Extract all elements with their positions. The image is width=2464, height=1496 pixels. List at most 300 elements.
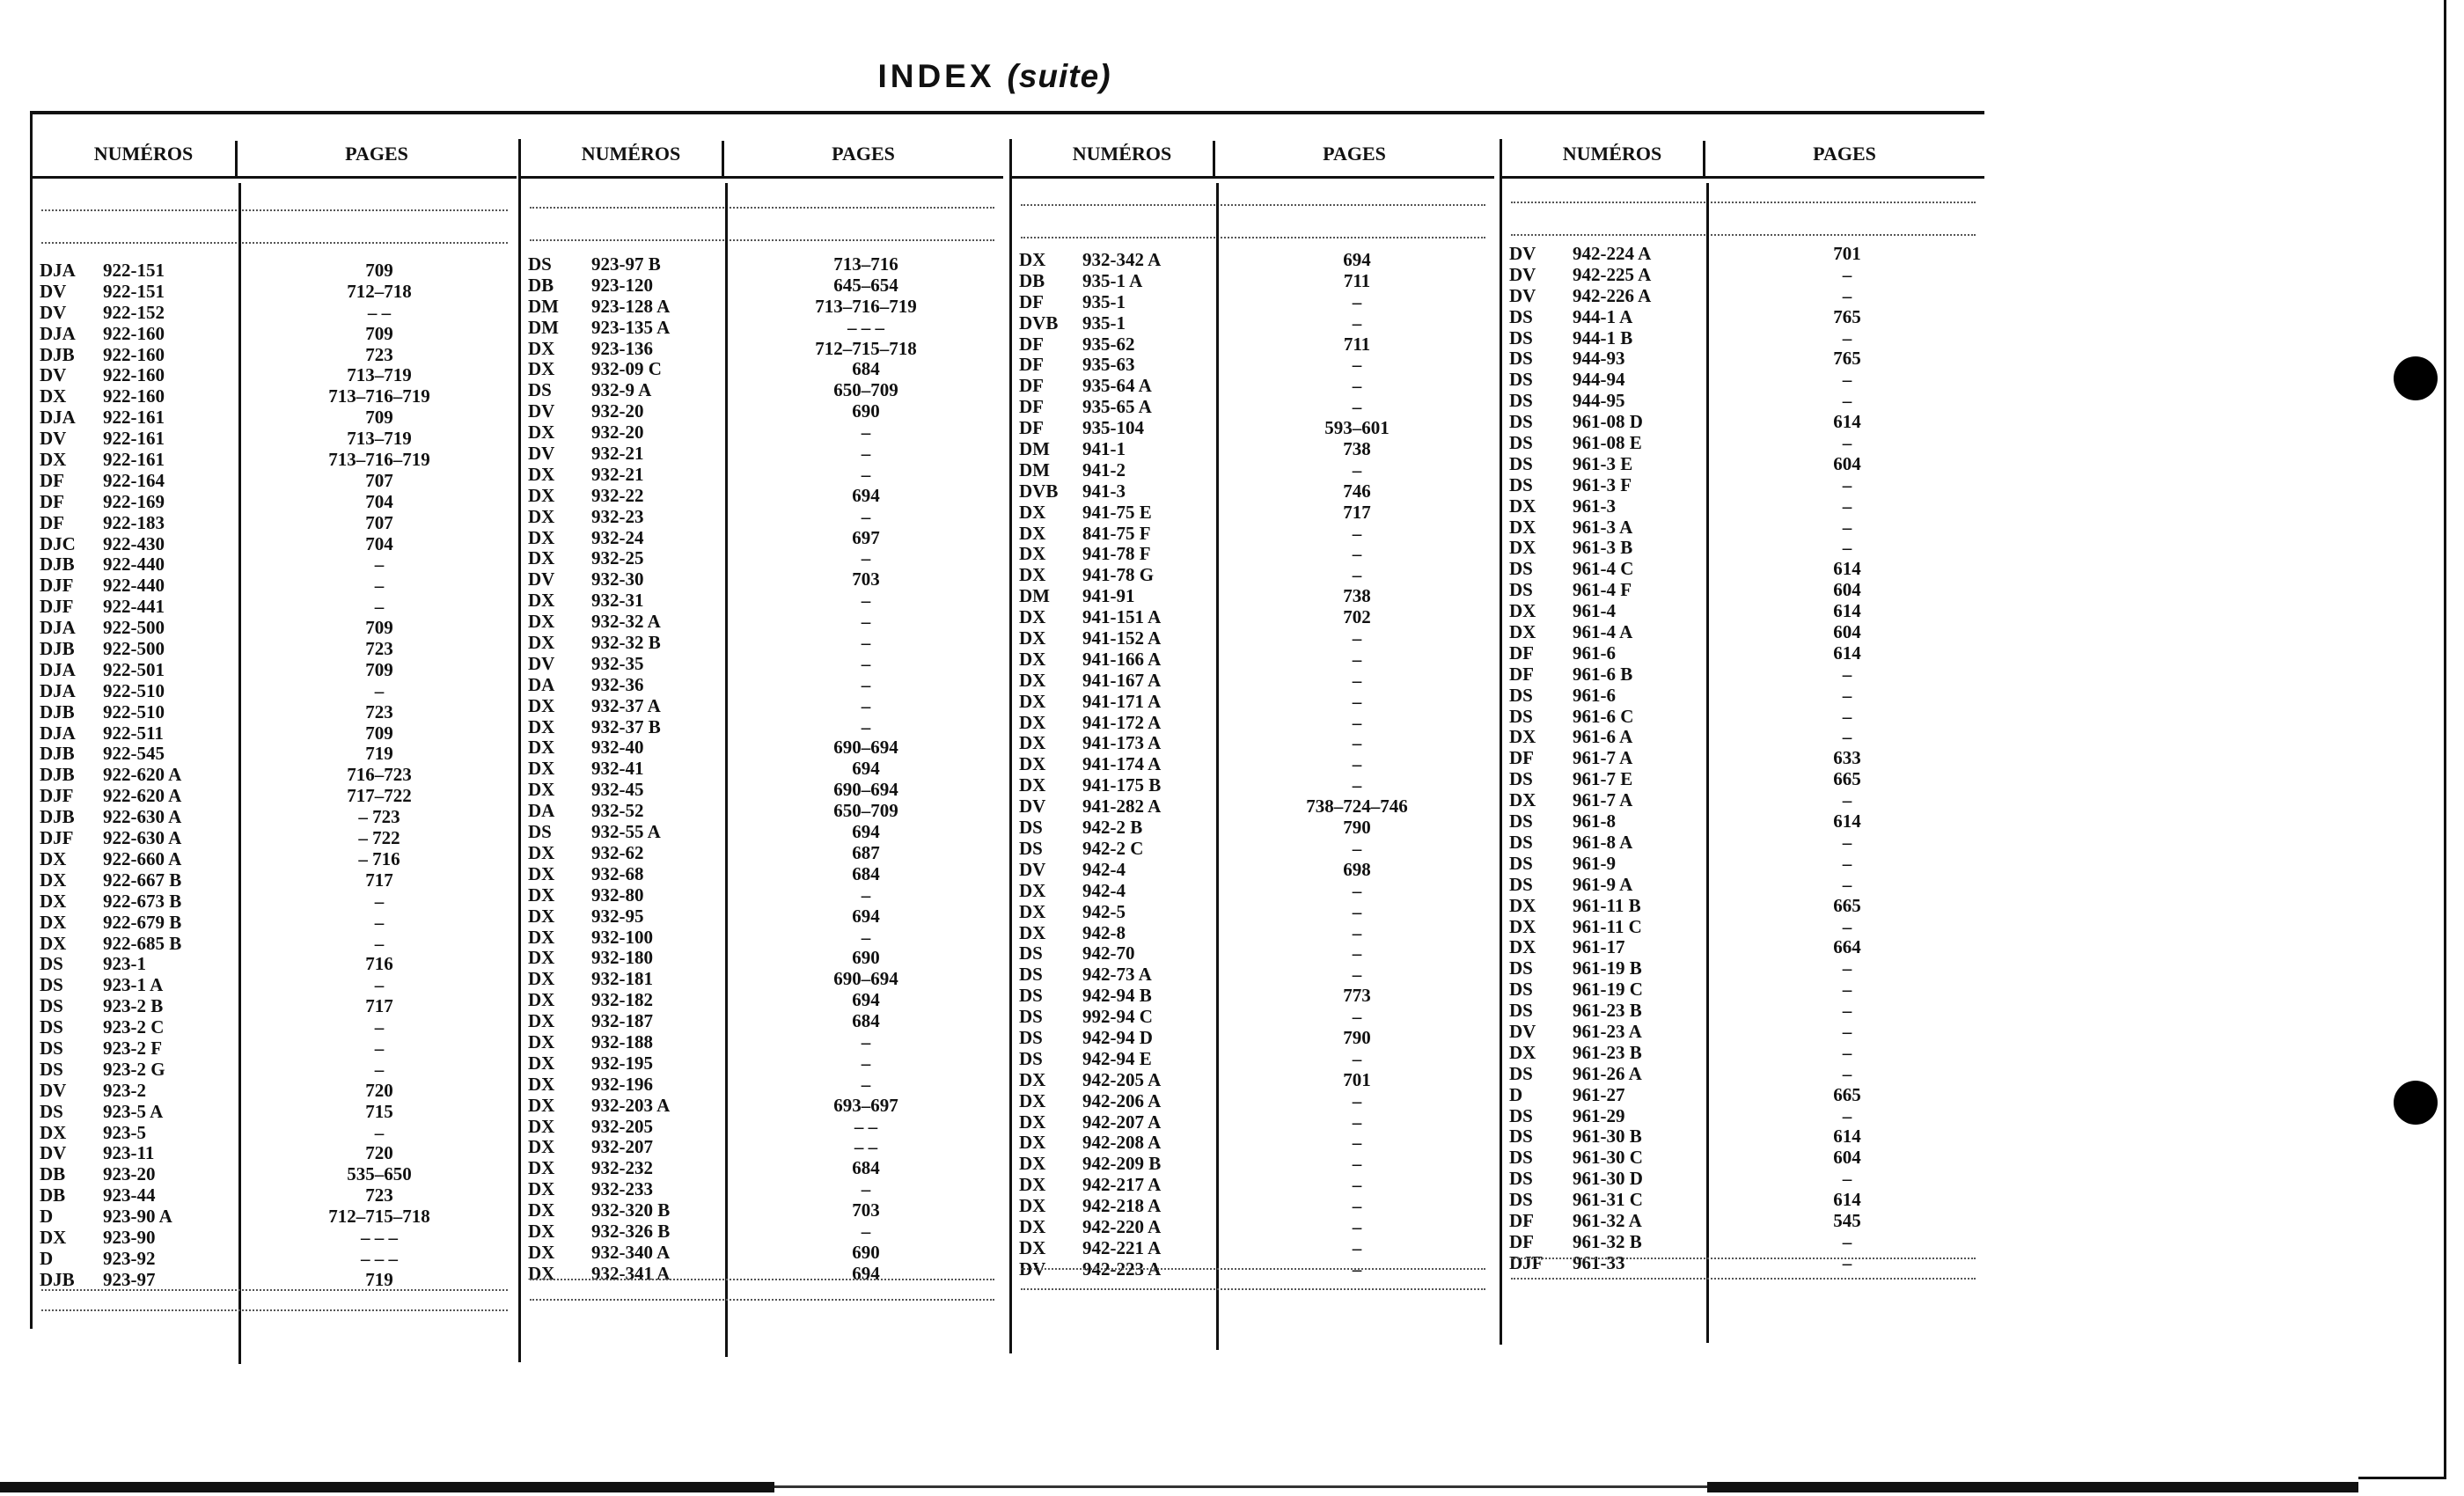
- entry-prefix: DJB: [40, 554, 75, 576]
- entry-number: 961-19 C: [1573, 979, 1643, 1001]
- entry-pages: –: [861, 694, 871, 716]
- entry-pages: –: [1352, 312, 1362, 334]
- entry-prefix: DA: [528, 673, 555, 695]
- entry-number: 923-128 A: [591, 295, 671, 317]
- entry-number: 932-182: [591, 989, 653, 1011]
- entry-prefix: DS: [1019, 1006, 1043, 1028]
- dotted-rule: [41, 209, 508, 211]
- entry-pages: –: [374, 974, 385, 996]
- entry-number: 941-174 A: [1082, 753, 1162, 775]
- entry-prefix: DX: [528, 1220, 555, 1242]
- column-divider: [725, 183, 728, 1357]
- entry-pages: –: [1352, 1047, 1362, 1069]
- entry-pages: 690: [852, 400, 880, 422]
- entry-pages: 713–719: [347, 364, 412, 386]
- entry-pages: –: [1352, 753, 1362, 775]
- entry-pages: –: [861, 1052, 871, 1074]
- entry-number: 961-29: [1573, 1104, 1625, 1126]
- entry-pages: –: [1842, 1062, 1852, 1084]
- entry-number: 942-225 A: [1573, 263, 1652, 285]
- entry-pages: –: [861, 1073, 871, 1095]
- entry-pages: 713–719: [347, 428, 412, 450]
- entry-prefix: DX: [1019, 669, 1046, 691]
- entry-number: 961-23 B: [1573, 1000, 1642, 1022]
- entry-pages: 713–716–719: [328, 385, 430, 407]
- entry-prefix: DX: [528, 905, 555, 927]
- entry-prefix: DV: [1509, 1020, 1536, 1042]
- entry-number: 944-95: [1573, 390, 1625, 412]
- entry-pages: –: [1352, 1132, 1362, 1154]
- entry-number: 961-6 A: [1573, 726, 1633, 748]
- entry-pages: 694: [852, 905, 880, 927]
- entry-pages: 690: [852, 1241, 880, 1263]
- entry-pages: –: [374, 890, 385, 912]
- entry-number: 841-75 F: [1082, 522, 1151, 544]
- entry-prefix: DF: [1509, 747, 1534, 769]
- entry-number: 942-209 B: [1082, 1153, 1162, 1175]
- entry-number: 932-25: [591, 547, 644, 569]
- entry-pages: –: [1842, 663, 1852, 685]
- entry-number: 941-172 A: [1082, 711, 1162, 733]
- entry-number: 961-30 B: [1573, 1126, 1642, 1148]
- entry-pages: 704: [365, 532, 393, 554]
- index-subtitle: (suite): [1007, 58, 1111, 94]
- entry-prefix: DB: [40, 1184, 66, 1206]
- entry-number: 941-2: [1082, 458, 1126, 480]
- entry-number: 942-70: [1082, 942, 1135, 964]
- entry-number: 961-11 B: [1573, 894, 1641, 916]
- entry-prefix: DV: [40, 1142, 67, 1164]
- entry-prefix: DF: [1019, 333, 1044, 355]
- entry-number: 932-68: [591, 862, 644, 884]
- entry-prefix: DX: [40, 869, 67, 891]
- entry-pages: –: [374, 1037, 385, 1059]
- entry-pages: 693–697: [833, 1094, 898, 1116]
- entry-number: 961-3: [1573, 495, 1616, 517]
- entry-pages: –: [861, 632, 871, 654]
- index-table: [30, 111, 1984, 1329]
- entry-pages: –: [1842, 705, 1852, 727]
- numeros-header: NUMÉROS: [1072, 143, 1172, 165]
- entry-number: 942-223 A: [1082, 1258, 1162, 1280]
- entry-prefix: DX: [528, 884, 555, 906]
- entry-pages: 545: [1833, 1209, 1861, 1231]
- entry-pages: –: [1842, 789, 1852, 811]
- entry-number: 942-218 A: [1082, 1195, 1162, 1217]
- entry-pages: –: [1352, 964, 1362, 986]
- entry-prefix: DJC: [40, 532, 76, 554]
- entry-prefix: DX: [1019, 1068, 1046, 1090]
- entry-prefix: DJF: [40, 785, 74, 807]
- entry-prefix: DX: [528, 926, 555, 948]
- entry-pages: 690–694: [833, 968, 898, 990]
- page-title: [0, 58, 1989, 95]
- entry-prefix: DX: [528, 1157, 555, 1179]
- entry-prefix: DF: [1509, 663, 1534, 685]
- entry-prefix: DX: [40, 890, 67, 912]
- entry-number: 935-104: [1082, 417, 1144, 439]
- entry-prefix: DS: [40, 1037, 63, 1059]
- entry-number: 961-23 A: [1573, 1020, 1642, 1042]
- entry-pages: –: [1352, 879, 1362, 901]
- entry-pages: –: [1842, 1168, 1852, 1190]
- entry-prefix: DX: [1019, 1174, 1046, 1196]
- header-rule: [1502, 176, 1984, 179]
- entry-pages: 709: [365, 658, 393, 680]
- entry-pages: –: [1352, 942, 1362, 964]
- entry-number: 922-620 A: [103, 764, 182, 786]
- entry-prefix: DS: [40, 1016, 63, 1038]
- entry-pages: 703: [852, 1199, 880, 1221]
- entry-pages: 711: [1343, 333, 1371, 355]
- entry-pages: –: [1842, 432, 1852, 454]
- entry-pages: 665: [1833, 768, 1861, 790]
- entry-number: 932-21: [591, 463, 644, 485]
- entry-prefix: DX: [1019, 921, 1046, 943]
- entry-prefix: DS: [1019, 1026, 1043, 1048]
- entry-prefix: DJA: [40, 260, 76, 281]
- entry-number: 932-35: [591, 652, 644, 674]
- entry-pages: 719: [365, 1268, 393, 1290]
- entry-number: 935-64 A: [1082, 375, 1152, 397]
- entry-prefix: DJA: [40, 722, 76, 744]
- entry-pages: 697: [852, 526, 880, 548]
- entry-number: 932-233: [591, 1178, 653, 1200]
- entry-pages: –: [1842, 473, 1852, 495]
- entry-number: 942-94 E: [1082, 1047, 1152, 1069]
- entry-number: 932-187: [591, 1010, 653, 1032]
- group-divider: [518, 139, 521, 1362]
- entry-prefix: DJF: [40, 575, 74, 597]
- entry-pages: –: [374, 1058, 385, 1080]
- entry-pages: 716: [365, 953, 393, 975]
- entry-number: 922-151: [103, 260, 165, 281]
- entry-prefix: DS: [1019, 985, 1043, 1007]
- entry-number: 961-7 A: [1573, 747, 1633, 769]
- entry-number: 923-2 C: [103, 1016, 165, 1038]
- entry-prefix: DX: [1019, 900, 1046, 922]
- entry-pages: 790: [1343, 1026, 1371, 1048]
- entry-number: 944-1 B: [1573, 326, 1633, 348]
- entry-pages: 690: [852, 947, 880, 969]
- entry-number: 942-2 B: [1082, 817, 1143, 839]
- entry-number: 922-160: [103, 385, 165, 407]
- entry-number: 942-206 A: [1082, 1089, 1162, 1111]
- entry-pages: –: [1352, 1153, 1362, 1175]
- entry-number: 932-36: [591, 673, 644, 695]
- entry-pages: 604: [1833, 621, 1861, 643]
- entry-number: 932-37 A: [591, 694, 661, 716]
- entry-pages: 723: [365, 700, 393, 722]
- page-edge-line: [2444, 0, 2446, 1478]
- entry-pages: 614: [1833, 810, 1861, 832]
- entry-pages: –: [1842, 284, 1852, 306]
- pages-header: PAGES: [345, 143, 408, 165]
- entry-pages: –: [1352, 396, 1362, 418]
- entry-pages: 711: [1343, 269, 1371, 291]
- entry-prefix: DX: [528, 632, 555, 654]
- entry-prefix: DS: [1509, 873, 1533, 895]
- entry-pages: –: [1352, 1174, 1362, 1196]
- entry-number: 961-3 F: [1573, 473, 1632, 495]
- entry-number: 922-160: [103, 343, 165, 365]
- entry-pages: –: [1352, 900, 1362, 922]
- entry-pages: –: [1352, 1006, 1362, 1028]
- entry-pages: 604: [1833, 452, 1861, 474]
- entry-number: 961-30 D: [1573, 1168, 1643, 1190]
- entry-pages: – – –: [361, 1226, 398, 1248]
- entry-number: 923-1 A: [103, 974, 164, 996]
- dotted-rule: [41, 1289, 508, 1291]
- entry-number: 923-97: [103, 1268, 156, 1290]
- index-title: INDEX: [877, 58, 995, 94]
- entry-pages: 664: [1833, 936, 1861, 958]
- entry-prefix: DJA: [40, 322, 76, 344]
- column-divider: [238, 183, 241, 1364]
- entry-prefix: DS: [1509, 369, 1533, 391]
- entry-number: 932-205: [591, 1115, 653, 1137]
- entry-pages: –: [861, 547, 871, 569]
- entry-number: 922-430: [103, 532, 165, 554]
- entry-pages: 707: [365, 511, 393, 533]
- entry-prefix: DX: [1019, 627, 1046, 649]
- entry-pages: –: [861, 443, 871, 465]
- entry-pages: –: [374, 1121, 385, 1143]
- entry-pages: 614: [1833, 558, 1861, 580]
- entry-pages: 713–716: [833, 253, 898, 275]
- entry-pages: 716–723: [347, 764, 412, 786]
- entry-prefix: DJB: [40, 743, 75, 765]
- entry-prefix: DX: [1019, 1111, 1046, 1133]
- entry-prefix: DS: [1509, 831, 1533, 853]
- entry-pages: 604: [1833, 579, 1861, 601]
- entry-pages: –: [374, 679, 385, 701]
- entry-prefix: DS: [1019, 964, 1043, 986]
- entry-prefix: DM: [1019, 458, 1050, 480]
- entry-number: 961-8: [1573, 810, 1616, 832]
- entry-prefix: DV: [528, 400, 555, 422]
- header-divider: [1703, 141, 1705, 178]
- entry-number: 961-32 A: [1573, 1209, 1642, 1231]
- entry-prefix: DX: [528, 1115, 555, 1137]
- entry-prefix: DX: [1509, 516, 1536, 538]
- entry-prefix: DX: [1509, 936, 1536, 958]
- entry-pages: –: [861, 611, 871, 633]
- entry-number: 932-52: [591, 800, 644, 822]
- entry-number: 961-31 C: [1573, 1189, 1643, 1211]
- entry-pages: 715: [365, 1100, 393, 1122]
- entry-pages: 738: [1343, 438, 1371, 460]
- entry-number: 961-3 A: [1573, 516, 1633, 538]
- entry-number: 932-100: [591, 926, 653, 948]
- entry-number: 923-20: [103, 1163, 156, 1185]
- entry-number: 961-30 C: [1573, 1147, 1643, 1169]
- entry-number: 922-164: [103, 469, 165, 491]
- entry-pages: –: [861, 590, 871, 612]
- entry-pages: 765: [1833, 305, 1861, 327]
- entry-pages: –: [1842, 495, 1852, 517]
- entry-prefix: DV: [40, 1079, 67, 1101]
- entry-number: 935-1 A: [1082, 269, 1143, 291]
- entry-number: 922-151: [103, 280, 165, 302]
- entry-number: 923-2 F: [103, 1037, 163, 1059]
- entry-pages: –: [861, 652, 871, 674]
- entry-prefix: DX: [1509, 537, 1536, 559]
- entry-number: 942-217 A: [1082, 1174, 1162, 1196]
- entry-prefix: DX: [1509, 726, 1536, 748]
- entry-prefix: DX: [528, 862, 555, 884]
- entry-pages: –: [1842, 326, 1852, 348]
- entry-pages: –: [1352, 774, 1362, 796]
- entry-number: 923-5: [103, 1121, 146, 1143]
- entry-pages: 665: [1833, 1083, 1861, 1105]
- header-divider: [1213, 141, 1215, 178]
- entry-prefix: DS: [1509, 957, 1533, 979]
- entry-number: 961-27: [1573, 1083, 1625, 1105]
- header-divider: [235, 141, 238, 178]
- entry-number: 942-5: [1082, 900, 1126, 922]
- entry-prefix: DX: [528, 947, 555, 969]
- entry-pages: 698: [1343, 858, 1371, 880]
- entry-pages: 738: [1343, 585, 1371, 607]
- entry-pages: 723: [365, 1184, 393, 1206]
- entry-pages: –: [1352, 690, 1362, 712]
- entry-pages: –: [861, 463, 871, 485]
- entry-pages: – –: [367, 301, 392, 323]
- entry-number: 922-673 B: [103, 890, 182, 912]
- entry-pages: 709: [365, 722, 393, 744]
- entry-prefix: DS: [1019, 1047, 1043, 1069]
- entry-prefix: DS: [1509, 1189, 1533, 1211]
- entry-pages: –: [1352, 711, 1362, 733]
- entry-pages: –: [861, 884, 871, 906]
- entry-prefix: DX: [528, 1178, 555, 1200]
- entry-pages: – –: [854, 1115, 878, 1137]
- entry-pages: 717: [365, 995, 393, 1017]
- entry-pages: 713–716–719: [815, 295, 917, 317]
- entry-pages: –: [861, 1220, 871, 1242]
- bottom-border-left: [0, 1482, 774, 1492]
- entry-pages: –: [1352, 1215, 1362, 1237]
- header-rule: [33, 176, 517, 179]
- entry-pages: –: [1352, 1195, 1362, 1217]
- entry-number: 932-203 A: [591, 1094, 671, 1116]
- entry-pages: –: [1842, 1104, 1852, 1126]
- entry-pages: – 722: [358, 827, 400, 849]
- entry-pages: 717: [1343, 501, 1371, 523]
- entry-pages: 694: [852, 821, 880, 843]
- entry-pages: 694: [852, 989, 880, 1011]
- entry-prefix: DS: [528, 821, 552, 843]
- entry-prefix: DX: [40, 911, 67, 933]
- entry-prefix: DS: [528, 379, 552, 401]
- entry-prefix: DX: [1509, 789, 1536, 811]
- entry-pages: –: [1352, 290, 1362, 312]
- page-corner-line: [2358, 1477, 2446, 1479]
- entry-prefix: DX: [1019, 249, 1046, 270]
- entry-prefix: DS: [1509, 1126, 1533, 1148]
- entry-prefix: DX: [1509, 1041, 1536, 1063]
- entry-number: 932-80: [591, 884, 644, 906]
- entry-pages: 694: [852, 484, 880, 506]
- entry-number: 942-73 A: [1082, 964, 1152, 986]
- entry-prefix: DV: [40, 428, 67, 450]
- dotted-rule: [1511, 1258, 1976, 1259]
- entry-number: 961-3 E: [1573, 452, 1633, 474]
- entry-number: 922-441: [103, 596, 165, 618]
- entry-pages: 684: [852, 1157, 880, 1179]
- dotted-rule: [1021, 1288, 1485, 1290]
- entry-number: 932-55 A: [591, 821, 661, 843]
- entry-prefix: DX: [1019, 1132, 1046, 1154]
- entry-prefix: DJA: [40, 407, 76, 429]
- entry-prefix: DS: [1509, 1062, 1533, 1084]
- entry-pages: 709: [365, 260, 393, 281]
- entry-number: 942-226 A: [1573, 284, 1652, 306]
- entry-prefix: DVB: [1019, 480, 1059, 502]
- entry-number: 944-93: [1573, 348, 1625, 370]
- entry-prefix: DX: [528, 337, 555, 359]
- entry-prefix: DS: [1509, 810, 1533, 832]
- entry-prefix: DS: [1509, 305, 1533, 327]
- entry-number: 961-32 B: [1573, 1230, 1642, 1252]
- entry-number: 961-9 A: [1573, 873, 1633, 895]
- entry-number: 922-169: [103, 490, 165, 512]
- entry-number: 923-2: [103, 1079, 146, 1101]
- entry-prefix: DS: [1509, 705, 1533, 727]
- entry-pages: 701: [1833, 243, 1861, 264]
- entry-prefix: DS: [1509, 390, 1533, 412]
- entry-prefix: DX: [40, 385, 67, 407]
- entry-prefix: DV: [528, 652, 555, 674]
- entry-number: 922-500: [103, 617, 165, 639]
- entry-pages: 738–724–746: [1306, 796, 1408, 818]
- entry-number: 932-23: [591, 505, 644, 527]
- entry-prefix: DJB: [40, 343, 75, 365]
- entry-prefix: DX: [528, 358, 555, 380]
- entry-number: 922-501: [103, 658, 165, 680]
- entry-number: 961-4 A: [1573, 621, 1633, 643]
- entry-number: 922-152: [103, 301, 165, 323]
- entry-pages: –: [1352, 921, 1362, 943]
- entry-number: 923-1: [103, 953, 146, 975]
- entry-prefix: DS: [1509, 768, 1533, 790]
- entry-number: 935-1: [1082, 312, 1126, 334]
- entry-number: 923-11: [103, 1142, 155, 1164]
- dotted-rule: [41, 242, 508, 244]
- entry-prefix: DX: [1019, 648, 1046, 670]
- pages-header: PAGES: [832, 143, 895, 165]
- entry-prefix: DF: [1509, 642, 1534, 664]
- entry-prefix: DF: [1019, 375, 1044, 397]
- entry-number: 932-9 A: [591, 379, 652, 401]
- entry-number: 923-120: [591, 274, 653, 296]
- group-divider: [1500, 139, 1502, 1345]
- entry-number: 942-224 A: [1573, 243, 1652, 264]
- entry-prefix: DS: [40, 995, 63, 1017]
- entry-prefix: D: [1509, 1083, 1523, 1105]
- entry-number: 922-545: [103, 743, 165, 765]
- entry-pages: 687: [852, 841, 880, 863]
- dotted-rule: [1511, 234, 1976, 236]
- entry-pages: 614: [1833, 1189, 1861, 1211]
- entry-prefix: DF: [1019, 417, 1044, 439]
- entry-prefix: DX: [1019, 774, 1046, 796]
- entry-pages: 720: [365, 1079, 393, 1101]
- entry-number: 961-7 E: [1573, 768, 1633, 790]
- entry-prefix: DX: [1509, 915, 1536, 937]
- entry-pages: –: [1842, 369, 1852, 391]
